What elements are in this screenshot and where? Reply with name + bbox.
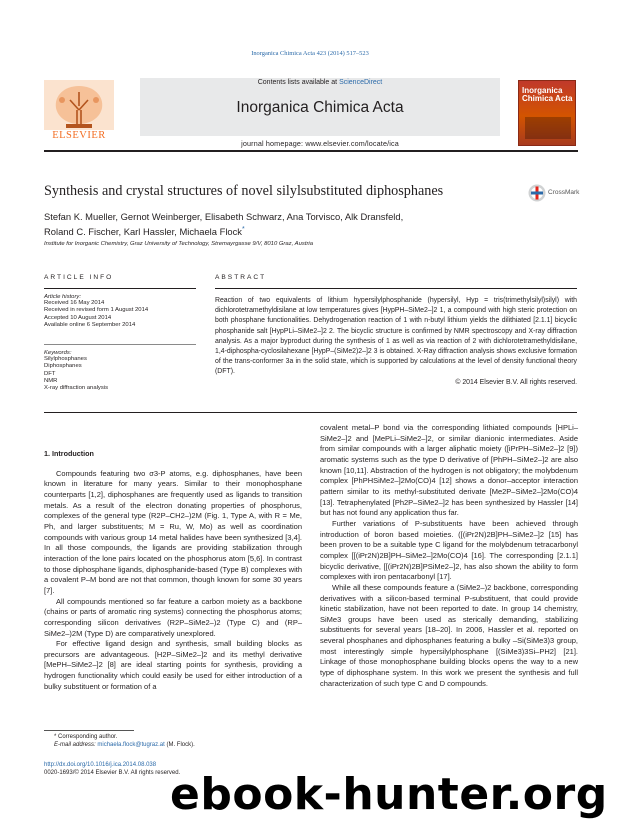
keyword-item: Silylphosphanes — [44, 356, 87, 362]
article-history — [44, 294, 196, 329]
keyword-item: NMR — [44, 377, 58, 384]
crossmark-icon — [528, 184, 546, 202]
crossmark-badge[interactable] — [528, 181, 588, 209]
paragraph: covalent metal–P bond via the corresponding lithiated compounds [HPLi–SiMe2–]2 and [MePLi–SiMe2–]2, or similar dianionic intermediates. Aside from similar compounds with a larger aliphatic moiety ([iPrPH–SiMe2–]2 [9]) aromatic systems such as the type D derivative of [PhPH–SiMe2–]2 are also known [10,11]. Abstraction of the hydrogen is not obligatory; the molybdenum complex [PhPHSiMe2–]2Mo(CO)4 [12] shows a donor–acceptor interaction pattern similar to its methyl-substituted derivate [Me2P–SiMe2–]2Mo(CO)4 [13]. Tetraphenylated [Ph2P–SiMe2–]2 has been synthesized by Hassler [14] but has not found any application thus far. — [320, 423, 578, 518]
abstract-rule-bottom — [44, 412, 577, 413]
author-list — [44, 210, 564, 238]
header-rule — [44, 150, 578, 152]
authors-line-2-text: Roland C. Fischer, Karl Hassler, Michaela Flock — [44, 226, 242, 238]
keyword-item: X-ray diffraction analysis — [44, 385, 109, 392]
email-line — [44, 741, 304, 749]
footnote-rule — [44, 730, 134, 731]
left-column — [44, 449, 302, 692]
journal-name: Inorganica Chimica Acta — [236, 99, 404, 116]
paragraph: Further variations of P-substituents have been achieved through introduction of boron based moieties. ([(iPr2N)2B]PH–SiMe2–]2 [15] has been proven to be a suitable type C ligand for the molybdenum tetracarbonyl complex [[(iPr2N)2B]PH–SiMe2–]2Mo(CO)4 [16]. The corresponding [2.1.1] bicyclic derivative, [[(iPr2N)2B]PSiMe2–]2, has also shown the ability to form complexes with iron pentacarbonyl [17]. — [320, 518, 578, 582]
history-entry: Received 16 May 2014 — [44, 300, 105, 306]
authors-line-2 — [44, 223, 564, 238]
abstract-copyright: © 2014 Elsevier B.V. All rights reserved. — [455, 378, 577, 386]
history-entry: Accepted 10 August 2014 — [44, 314, 112, 321]
issn-line: 0020-1693/© 2014 Elsevier B.V. All rights reserved. — [44, 770, 181, 776]
history-entry: Available online 6 September 2014 — [44, 321, 136, 328]
article-history-label: Article history: — [44, 294, 81, 300]
paragraph: Compounds featuring two σ3-P atoms, e.g. diphosphanes, have been known in literature for many years. Similar to their monophosphane counterparts [1,2], diphosphanes are frequently used as ligands to transition metals. As a result of the electron donating properties of phosphorus, complexes of the general type (R2P–CH2–)2M (Fig. 1, Type A, with R = Me, Ph, and larger substituents; M = Ru, W, Mo) as well as coordination compounds with various group 14 metal halides have been synthesized [3,4]. In all those compounds, the ligands are providing stabilization through interaction of the lone pairs located on the phosphorus atom [5,6]. In contrast to those diphosphane ligands, diphosphanide-based (Type B) complexes with a covalent P–M bond are not that common, though known for some 30 years [7]. — [44, 468, 302, 595]
article-title: Synthesis and crystal structures of novel silylsubstituted diphosphanes — [44, 183, 444, 199]
email-suffix: (M. Flock). — [164, 742, 195, 748]
corresponding-author-note: * Corresponding author. — [54, 734, 118, 740]
info-rule-mid — [44, 344, 196, 345]
info-rule-top — [44, 288, 196, 289]
introduction-heading: 1. Introduction — [44, 449, 94, 458]
keyword-item: Diphosphanes — [44, 363, 82, 370]
footnote — [44, 733, 304, 749]
sciencedirect-link[interactable]: ScienceDirect — [339, 79, 383, 86]
contents-prefix: Contents lists available at — [257, 79, 340, 86]
corresponding-author-mark[interactable]: * — [242, 226, 245, 233]
author-email-link[interactable]: michaela.flock@tugraz.at — [97, 742, 165, 748]
publisher-name: ELSEVIER — [52, 130, 106, 141]
journal-cover-image — [518, 80, 576, 146]
paragraph: While all these compounds feature a (SiMe2–)2 backbone, corresponding derivatives with a silicon-based terminal P-substituent, that could provide kinetic stabilization, have not been reported to date. In group 14 chemistry, SiMe3 groups have been used as sterically demanding, stabilizing substituents for several years [18–20]. In 2006, Hassler et al. reported on several phosphanes and diphosphanes featuring a bulky –Si(SiMe3)3 group, most interestingly simple hypersilylphosphane [(SiMe3)3Si–PH2] [21]. Linkage of those monophosphane building blocks opens the way to a new type of diphosphane system. In this work we present the synthesis and full characterization of such type C and D compounds. — [320, 582, 578, 688]
journal-homepage[interactable]: journal homepage: www.elsevier.com/locate/ica — [241, 139, 399, 148]
right-column — [320, 423, 578, 689]
keyword-item: DFT — [44, 370, 56, 377]
affiliation: Institute for Inorganic Chemistry, Graz University of Technology, Stremayrgasse 9/V, 8010 Graz, Austria — [44, 241, 314, 247]
watermark: ebook-hunter.org — [170, 769, 608, 820]
history-entry: Received in revised form 1 August 2014 — [44, 307, 149, 314]
doi-link[interactable]: http://dx.doi.org/10.1016/j.ica.2014.08.038 — [44, 762, 157, 768]
abstract-body — [215, 296, 577, 388]
cover-graphic — [525, 117, 571, 139]
keywords — [44, 350, 196, 392]
cover-title: Inorganica Chimica Acta — [522, 86, 573, 103]
contents-line — [140, 79, 500, 86]
paragraph: For effective ligand design and synthesis, small building blocks as precursors are advantageous. [H2P–SiMe2–]2 and its methyl derivative [MePH–SiMe2–]2 [8] are ideal starting points for synthesis, providing a hydrogen functionality which could easily be used for either introduction of a bulky substituent or formation of a — [44, 639, 302, 691]
article-info-heading: ARTICLE INFO — [44, 274, 114, 281]
abstract-heading: ABSTRACT — [215, 274, 267, 281]
abstract-rule-top — [215, 288, 577, 289]
crossmark-label: CrossMark — [548, 189, 580, 196]
email-label: E-mail address: — [54, 742, 98, 748]
paragraph: All compounds mentioned so far feature a carbon moiety as a backbone (chains or parts of aromatic ring systems) connecting the phosphorus atoms; corresponding silicon derivatives (R2P–SiMe2–)2 (Type C) and (RP–SiMe2–)2M (Type D) are comparatively unexplored. — [44, 596, 302, 638]
keywords-label: Keywords: — [44, 350, 72, 356]
abstract-text: Reaction of two equivalents of lithium hypersilylphosphanide (hypersilyl, Hyp = tris(trimethylsilyl)silyl) with dichlorotetramethyldisilane at low temperatures gives [HypPH–SiMe2–]2 1, a compound with high steric protection on both phosphane functionalities. Dehydrogenation reaction of 1 with n-butyl lithium yields the dilithiated [2.1.1] bicyclic phosphanide salt [HypPLi–SiMe2–]2 2. The bicyclic structure is confirmed by NMR spectroscopy and X-ray diffraction analysis. As a major byproduct during the synthesis of 1 as well as via reaction of 2 with dichlorotetramethyldisilane, 1,4-diphospha-cyclosilahexane [HypP–(SiMe2)2–]2 3 is obtained. X-Ray diffraction analysis shows exclusive formation of the trans-conformer 3a in the solid state, which is supported by calculations at the level of density functional theory (DFT). — [215, 297, 577, 376]
journal-citation[interactable]: Inorganica Chimica Acta 423 (2014) 517–523 — [251, 50, 369, 57]
authors-line-1: Stefan K. Mueller, Gernot Weinberger, Elisabeth Schwarz, Ana Torvisco, Alk Dransfeld, — [44, 211, 404, 222]
